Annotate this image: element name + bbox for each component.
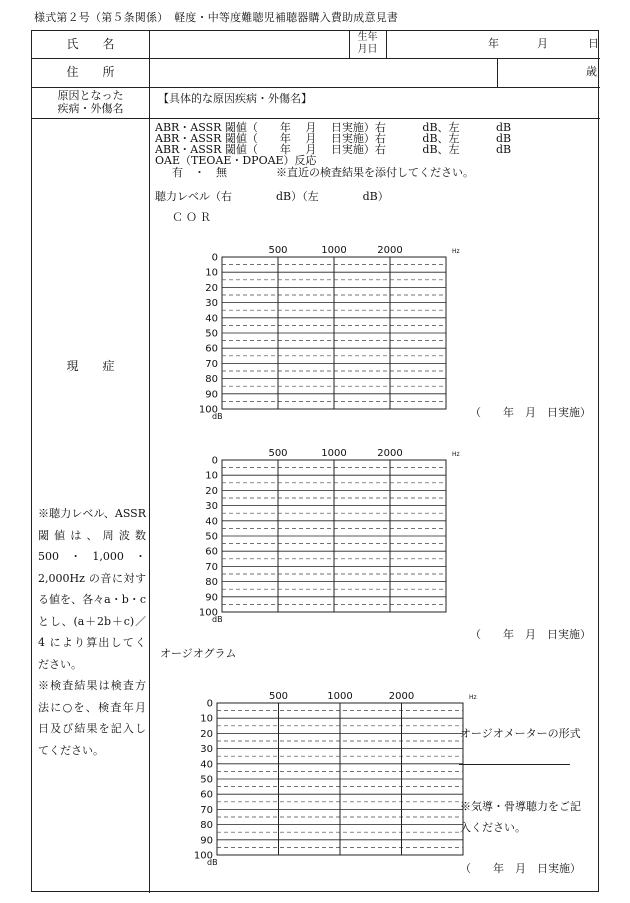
freq-label: 2000 (388, 691, 415, 702)
db-label: 50 (205, 531, 218, 543)
symptoms-label: 現 症 (66, 359, 115, 373)
cor-chart-2[interactable] (187, 443, 467, 643)
chart1-date: （ 年 月 日実施） (470, 406, 591, 419)
freq-label: 1000 (321, 245, 347, 256)
hearing-level: 聴力レベル（右 dB）（左 dB） (155, 190, 389, 203)
db-label: 30 (205, 501, 218, 513)
db-label: 90 (200, 835, 213, 847)
audiometer-type-label: オージオメーターの形式 (460, 727, 581, 740)
birth-label (349, 32, 386, 56)
cause-label (32, 89, 149, 115)
cause-label-line2: 疾病・外傷名 (57, 102, 124, 116)
column-divider (386, 31, 387, 59)
db-label: 60 (205, 343, 218, 355)
db-label: 80 (205, 374, 218, 386)
name-field[interactable] (160, 32, 161, 33)
freq-label: 1000 (321, 448, 347, 459)
freq-label: 500 (268, 448, 288, 459)
conduction-note-line2: 入ください。 (460, 820, 526, 834)
chart2-date: （ 年 月 日実施） (470, 628, 591, 641)
hz-label: Hz (469, 694, 477, 701)
note-instructions: ※検査結果は検査方法に○を、検査年月日及び結果を記入してください。 (38, 679, 146, 757)
chart3-date: （ 年 月 日実施） (460, 862, 581, 875)
db-label: 100 (198, 404, 218, 416)
db-label: 90 (205, 592, 218, 604)
db-label: 50 (205, 328, 218, 340)
oae-choice[interactable]: 有 ・ 無 (172, 166, 227, 179)
freq-label: 2000 (377, 448, 403, 459)
audiogram-chart[interactable] (187, 688, 477, 878)
abr-lines (155, 122, 511, 166)
cause-heading: 【具体的な原因疾病・外傷名】 (158, 92, 312, 105)
form-table (31, 30, 599, 892)
hz-label: Hz (452, 248, 460, 255)
db-label: 40 (200, 759, 213, 771)
db-label: 20 (200, 728, 213, 740)
row-divider (32, 87, 600, 88)
age-unit: 歳 (586, 65, 597, 78)
column-divider (497, 59, 498, 87)
conduction-note-line1: ※気導・骨導聴力をご記 (460, 800, 581, 813)
oae-line: OAE（TEOAE・DPOAE）反応 (155, 154, 317, 167)
address-label: 住 所 (66, 65, 115, 79)
birth-month-unit: 月 (537, 37, 548, 50)
conduction-note (460, 801, 581, 834)
freq-label: 500 (268, 245, 288, 256)
db-unit-label: dB (212, 615, 223, 624)
hz-label: Hz (452, 451, 460, 458)
db-label: 60 (200, 789, 213, 801)
db-label: 0 (211, 252, 218, 264)
db-label: 50 (200, 774, 213, 786)
oae-note: ※直近の検査結果を添付してください。 (276, 166, 474, 179)
freq-label: 2000 (377, 245, 403, 256)
db-label: 100 (198, 607, 218, 619)
db-label: 20 (205, 485, 218, 497)
abr-line-3: ABR・ASSR 閾値（ 年 月 日実施）右 dB、左 dB (155, 143, 512, 156)
freq-label: 500 (268, 691, 289, 702)
birth-day-unit: 日 (588, 37, 599, 50)
db-label: 80 (200, 820, 213, 832)
db-label: 40 (205, 313, 218, 325)
audiogram-label: オージオグラム (160, 647, 237, 660)
row-divider (32, 118, 600, 119)
db-label: 100 (193, 850, 213, 862)
db-label: 80 (205, 577, 218, 589)
form-header: 様式第２号（第５条関係） 軽度・中等度難聴児補聴器購入費助成意見書 (34, 11, 399, 24)
db-unit-label: dB (212, 412, 223, 421)
birth-label-line2: 月日 (357, 44, 378, 55)
db-label: 10 (205, 267, 218, 279)
db-label: 30 (200, 744, 213, 756)
db-label: 20 (205, 282, 218, 294)
db-label: 10 (200, 713, 213, 725)
db-unit-label: dB (207, 858, 218, 867)
birth-year-unit: 年 (488, 37, 499, 50)
cor-label: ＣＯＲ (172, 211, 214, 224)
db-label: 0 (206, 698, 213, 710)
db-label: 60 (205, 546, 218, 558)
note-calculation: ※聴力レベル、ASSR 閾値は、周波数 500・1,000・2,000Hz の音に対する値を、各々a・b・c とし、(a＋2b＋c)／4 により算出してください。 (38, 507, 146, 671)
audiometer-type-line[interactable] (459, 764, 570, 765)
birth-label-line1: 生年 (357, 32, 378, 43)
abr-line-2: ABR・ASSR 閾値（ 年 月 日実施）右 dB、左 dB (155, 132, 512, 145)
cor-chart-1[interactable] (187, 240, 467, 426)
row-divider (32, 58, 600, 59)
db-label: 40 (205, 516, 218, 528)
db-label: 90 (205, 389, 218, 401)
freq-label: 1000 (327, 691, 353, 702)
db-label: 70 (205, 561, 218, 573)
notes (38, 503, 146, 761)
db-label: 10 (205, 470, 218, 482)
db-label: 30 (205, 298, 218, 310)
abr-line-1: ABR・ASSR 閾値（ 年 月 日実施）右 dB、左 dB (155, 121, 512, 134)
db-label: 0 (211, 455, 218, 467)
name-label: 氏 名 (66, 37, 115, 51)
db-label: 70 (200, 804, 213, 816)
cause-label-line1: 原因となった (57, 89, 124, 102)
column-divider (149, 31, 150, 893)
db-label: 70 (205, 358, 218, 370)
